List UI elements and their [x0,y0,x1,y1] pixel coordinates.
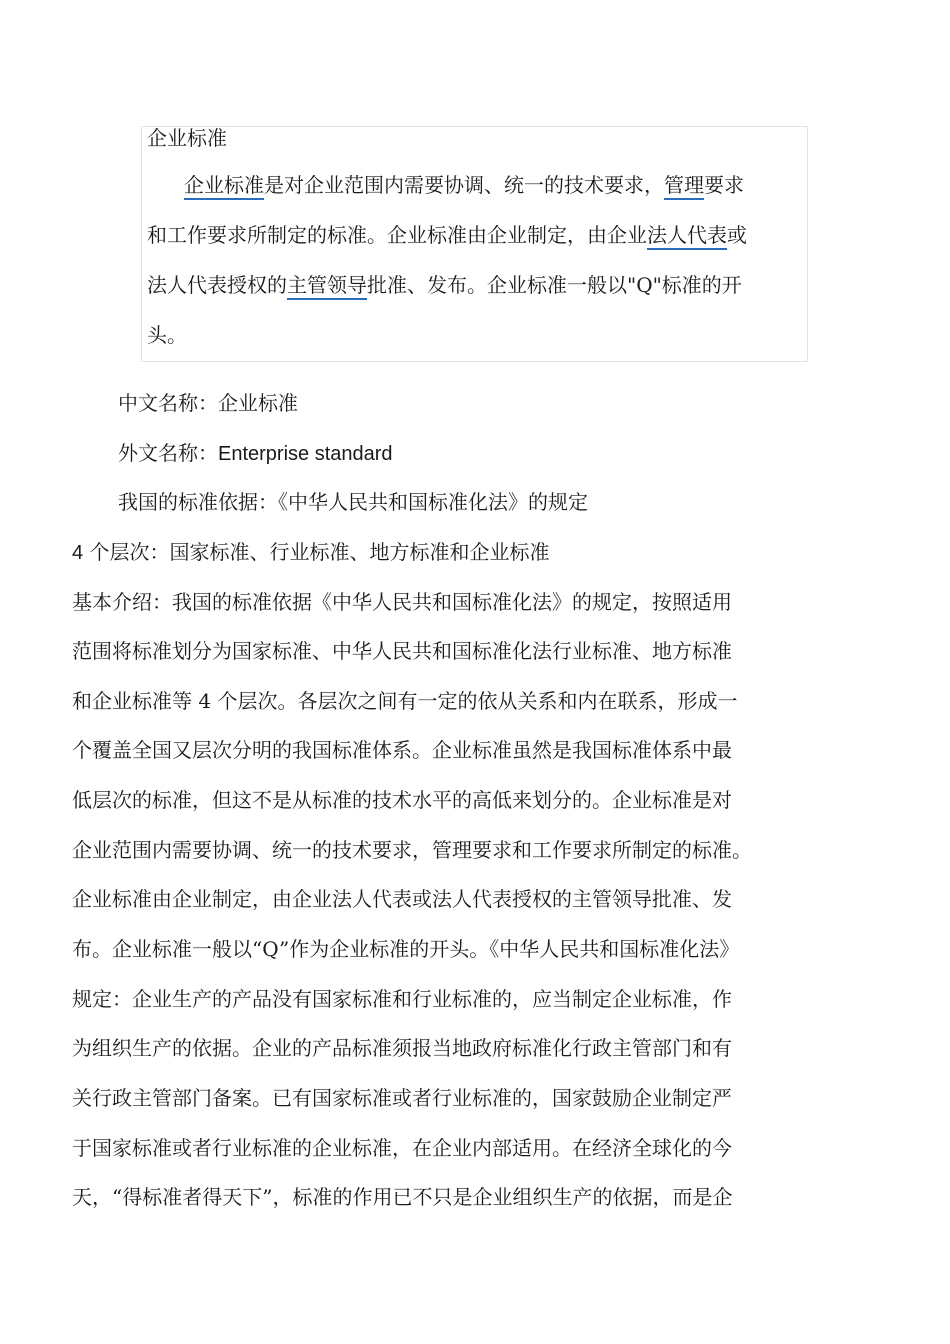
levels-number: 4 [72,542,84,564]
body-line: 关行政主管部门备案。已有国家标准或者行业标准的，国家鼓励企业制定严 [72,1086,732,1110]
foreign-name-label: 外文名称： [118,441,218,465]
body-line: 于国家标准或者行业标准的企业标准，在企业内部适用。在经济全球化的今 [72,1136,732,1160]
body-line: 基本介绍：我国的标准依据《中华人民共和国标准化法》的规定，按照适用 [72,590,732,614]
body-line: 和企业标准等 4 个层次。各层次之间有一定的依从关系和内在联系，形成一 [72,689,738,713]
body-line: 范围将标准划分为国家标准、中华人民共和国标准化法行业标准、地方标准 [72,639,732,663]
standard-basis: 我国的标准依据：《中华人民共和国标准化法》的规定 [118,490,588,514]
chinese-name-label: 中文名称： [118,391,218,415]
body-line: 个覆盖全国又层次分明的我国标准体系。企业标准虽然是我国标准体系中最 [72,738,732,762]
body-line: 天，“得标准者得天下”，标准的作用已不只是企业组织生产的依据，而是企 [72,1185,733,1209]
body-line: 规定：企业生产的产品没有国家标准和行业标准的，应当制定企业标准，作 [72,987,732,1011]
summary-line-1: 企业标准是对企业范围内需要协调、统一的技术要求，管理要求 [184,171,744,199]
link-management[interactable]: 管理 [664,173,704,200]
body-line: 为组织生产的依据。企业的产品标准须报当地政府标准化行政主管部门和有 [72,1036,732,1060]
summary-line-2: 和工作要求所制定的标准。企业标准由企业制定，由企业法人代表或 [147,221,747,249]
summary-title: 企业标准 [147,126,227,150]
summary-line-3: 法人代表授权的主管领导批准、发布。企业标准一般以"Q"标准的开 [147,271,742,299]
chinese-name-field [118,389,298,417]
foreign-name-field [118,439,393,468]
link-enterprise-standard[interactable]: 企业标准 [184,173,264,200]
link-legal-representative[interactable]: 法人代表 [647,223,727,250]
body-line: 企业范围内需要协调、统一的技术要求，管理要求和工作要求所制定的标准。 [72,838,752,862]
body-line: 企业标准由企业制定，由企业法人代表或法人代表授权的主管领导批准、发 [72,887,732,911]
body-line: 布。企业标准一般以“Q”作为企业标准的开头。《中华人民共和国标准化法》 [72,937,740,961]
link-supervisor[interactable]: 主管领导 [287,273,367,300]
summary-box [141,126,808,362]
levels-text: 个层次：国家标准、行业标准、地方标准和企业标准 [83,540,550,564]
foreign-name-value: Enterprise standard [218,443,393,465]
levels-line [72,538,549,567]
body-line: 低层次的标准，但这不是从标准的技术水平的高低来划分的。企业标准是对 [72,788,732,812]
summary-line-4: 头。 [147,323,187,347]
chinese-name-value: 企业标准 [218,391,298,415]
